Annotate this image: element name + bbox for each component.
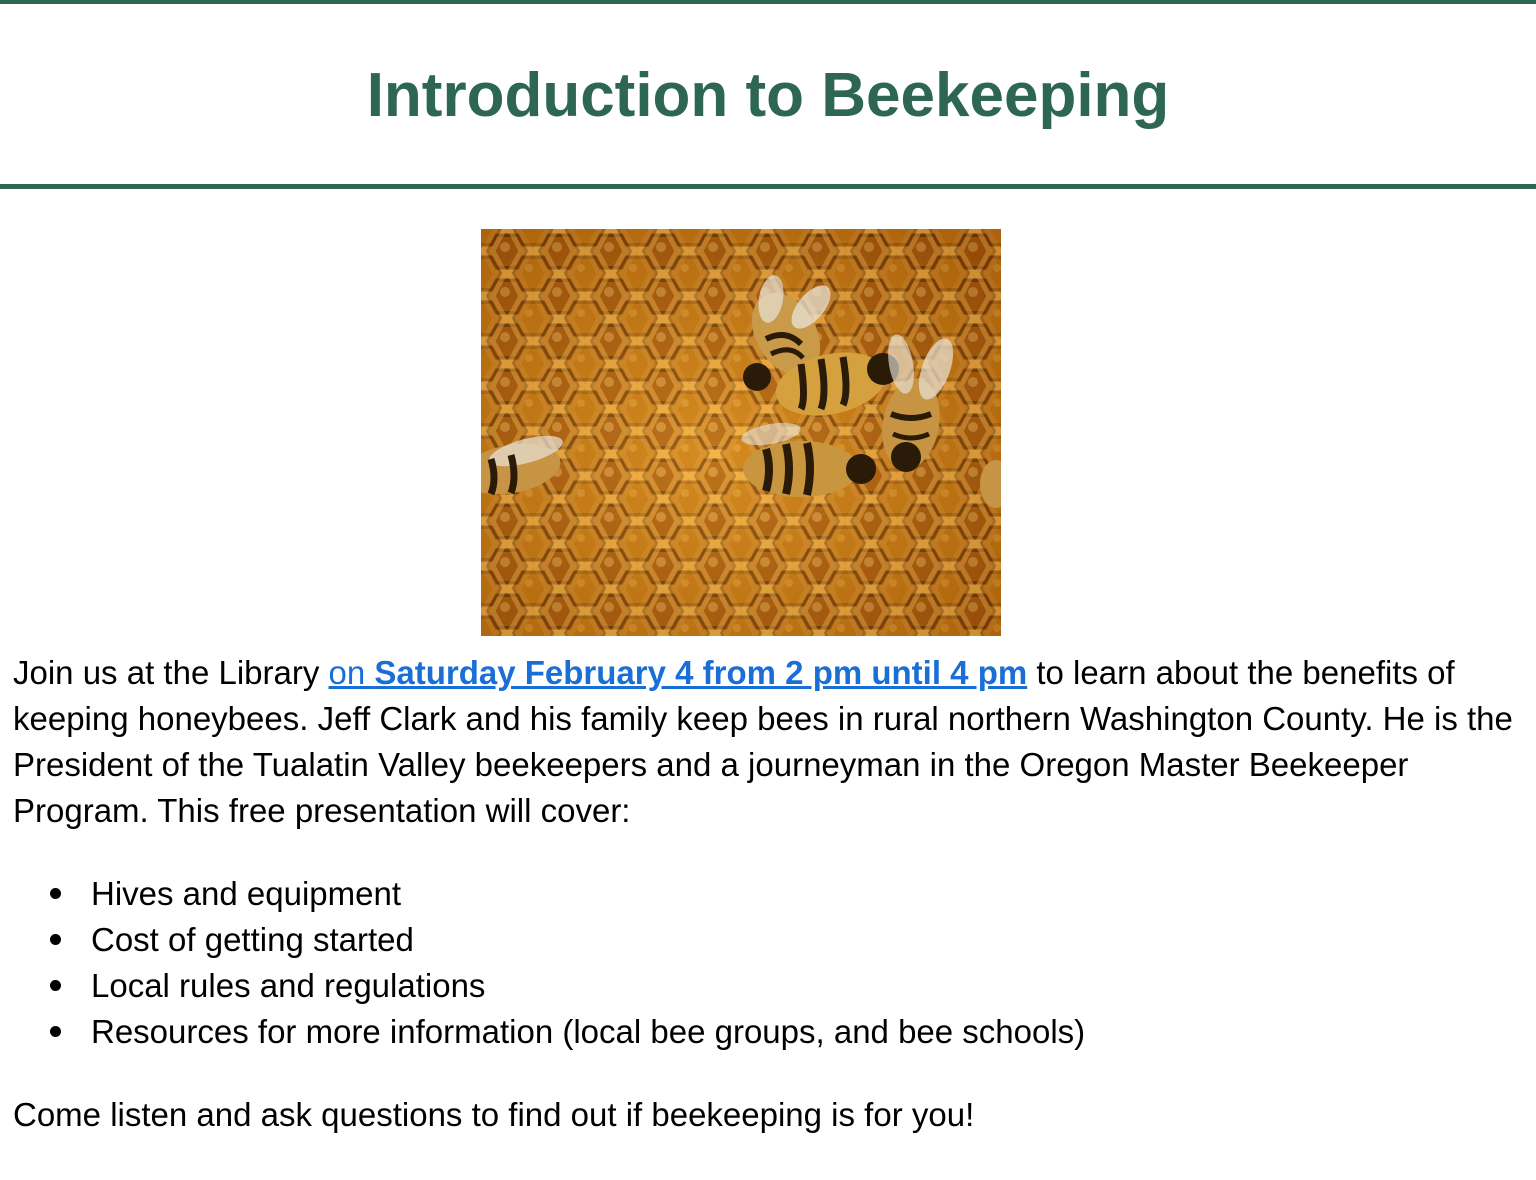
title-rule (0, 184, 1536, 189)
list-item-text: Hives and equipment (91, 875, 402, 912)
list-item-text: Cost of getting started (91, 921, 414, 958)
topics-list (13, 871, 1513, 1055)
honeycomb-bees-photo (481, 229, 1001, 636)
intro-lead: Join us at the Library (13, 654, 329, 691)
list-item-text: Resources for more information (local bee groups, and bee schools) (91, 1013, 1086, 1050)
event-date-link-text: Saturday February 4 from 2 pm until 4 pm (374, 654, 1028, 691)
bullet-icon (50, 888, 61, 899)
intro-rest: to learn about the benefits of keeping honeybees. Jeff Clark and his family keep bees in rural northern Washington County. He is the President of the Tualatin Valley beekeepers and a journeyman in the Oregon Master Beekeeper Program. This free presentation will cover: (13, 654, 1513, 829)
closing-paragraph: Come listen and ask questions to find out if beekeeping is for you! (13, 1096, 975, 1133)
intro-paragraph (13, 650, 1523, 834)
list-item (13, 963, 1513, 1009)
event-date-link[interactable] (329, 654, 1028, 691)
list-item (13, 917, 1513, 963)
bullet-icon (50, 980, 61, 991)
bullet-icon (50, 934, 61, 945)
event-date-link-prefix: on (328, 654, 375, 691)
top-rule (0, 0, 1536, 4)
page-title: Introduction to Beekeeping (366, 61, 1170, 130)
list-item-text: Local rules and regulations (91, 967, 486, 1004)
list-item (13, 871, 1513, 917)
bullet-icon (50, 1026, 61, 1037)
list-item (13, 1009, 1513, 1055)
